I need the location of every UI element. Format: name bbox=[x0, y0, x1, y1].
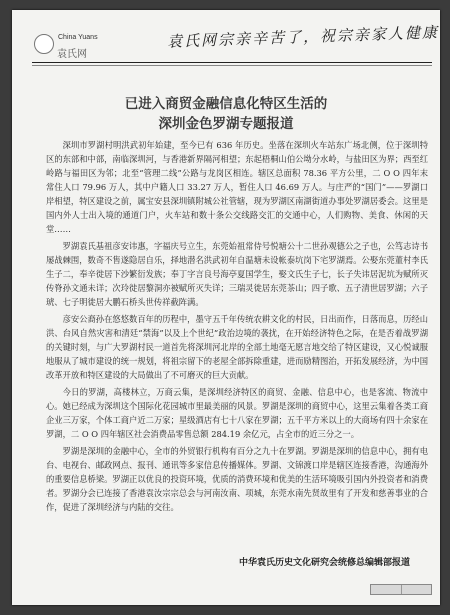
paragraph: 彦安公裔孙在悠悠数百年的历程中，墨守五千年传统农耕文化的村民，日出而作，日落而息，历经山洪、台风自然灾害和清廷“禁海”以及上个世纪”政治边境的袭扰，在开始经济特色之际，在是否着战罗湖的关键时刻，与广大罗湖村民一道首先将深圳河北岸的全部土地毫无愿言地交给了特区建设，又心悦诚服地服从了城市建设的统一规划，将祖宗留下的老屋全部拆除重建，进而励精图治，开拓发展经济，为中国改革开放和特区建设的大局做出了不可磨灭的巨大贡献。 bbox=[46, 314, 428, 380]
header-divider bbox=[32, 62, 432, 63]
article-body bbox=[46, 138, 428, 517]
page-stamp bbox=[370, 584, 432, 595]
header-divider-thin bbox=[32, 65, 432, 66]
document-page bbox=[12, 10, 440, 605]
logo-chinese-text: 袁氏网 bbox=[57, 49, 87, 60]
paragraph: 深圳市罗湖村明洪武初年始建，至今已有 636 年历史。坐落在深圳火车站东广场北侧，位于深圳特区的东部和中部，南临深圳河，与香港新界隔河相望；东起梧桐山伯公坳分水岭，与盐田区为界；西至红岭路与福田区为邻；北至“管理二线”公路与龙岗区相连。辖区总面积 78.36 平方公里，二 O O 四年末常住人口 79.96 万人，其中户籍人口 33.27 万人，暂住人口 46.69 万人。与庄严的“国门”——罗湖口岸相望，特区建设之前，属宝安县深圳镇附城公社管辖，现为罗湖区南湖街道办事处罗湖居委会。这里是国内外人士出入境的通道门户，火车站和数十条公交线路交汇的交通中心，人们购物、美食、休闲的天堂…… bbox=[46, 140, 428, 234]
article-title-line-1: 已进入商贸金融信息化特区生活的 bbox=[124, 96, 328, 112]
paragraph: 罗湖是深圳的金融中心，全市的外贸银行机构有百分之九十在罗湖。罗湖是深圳的信息中心，拥有电台、电视台、邮政网点、报刊、通讯等多家信息传播媒体。罗湖、文锦渡口岸是辖区连接香港，沟通海外的重要信息桥梁。罗湖正以优良的投资环境，优质的消费环境和优美的生活环境吸引国内外投资者和消费者。罗湖分会已连接了香港袁汝宗宗总会与河南汝南、项城，东莞水南先贤故里有了开发和慈善事业的合作，促进了深圳经济与内陆的交往。 bbox=[46, 446, 428, 512]
article-signature: 中华袁氏历史文化研究会统修总编辑部报道 bbox=[238, 558, 410, 568]
handwritten-note: 袁氏网宗亲辛苦了，祝宗亲家人健康 bbox=[166, 23, 440, 51]
article-title-line-2: 深圳金色罗湖专题报道 bbox=[158, 116, 294, 132]
stamp-divider bbox=[401, 585, 402, 594]
logo-emblem-icon bbox=[34, 34, 54, 54]
logo-english-text: China Yuans bbox=[58, 34, 98, 41]
paragraph: 今日的罗湖，高楼林立，万商云集，是深圳经济特区的商贸、金融、信息中心，也是客流、物流中心。她已经成为深圳这个国际化花园城市里最美丽的风景。罗湖是深圳的商贸中心，这里云集着各类工商企业三万家，个体工商户近二万家；星级酒店有七十八家在罗湖；五千平方米以上的大商场有四十余家在罗湖，二 O O 四年辖区社会消费品零售总额 284.19 余亿元，占全市的近三分之一。 bbox=[46, 387, 428, 439]
paragraph: 罗湖袁氏基祖彦安讳惠，字福庆号立生，东莞始祖常侍号悦塘公十二世孙观德公之子也，公笃志诗书屡战棘围，数奇不售遂隐居自乐，择地潜名洪武初年自温塘未设帐泰坑岗下宅罗湖焉。公娶东莞董村李氏生子二，奉辛徙居下沙繁衍发族；奉丁字言良号海亭夏国学生，娶文氏生子七，长子失讳居泥坑为赋所灭传脊孙文通未详；次玲徙居黎洞亦被赋所灭失详；三瑞灵徙居东莞茶山；四子歌、五子清世居罗湖；六子琥、七子明徙居大鹏石桥头世传祥截阵满。 bbox=[46, 241, 428, 307]
